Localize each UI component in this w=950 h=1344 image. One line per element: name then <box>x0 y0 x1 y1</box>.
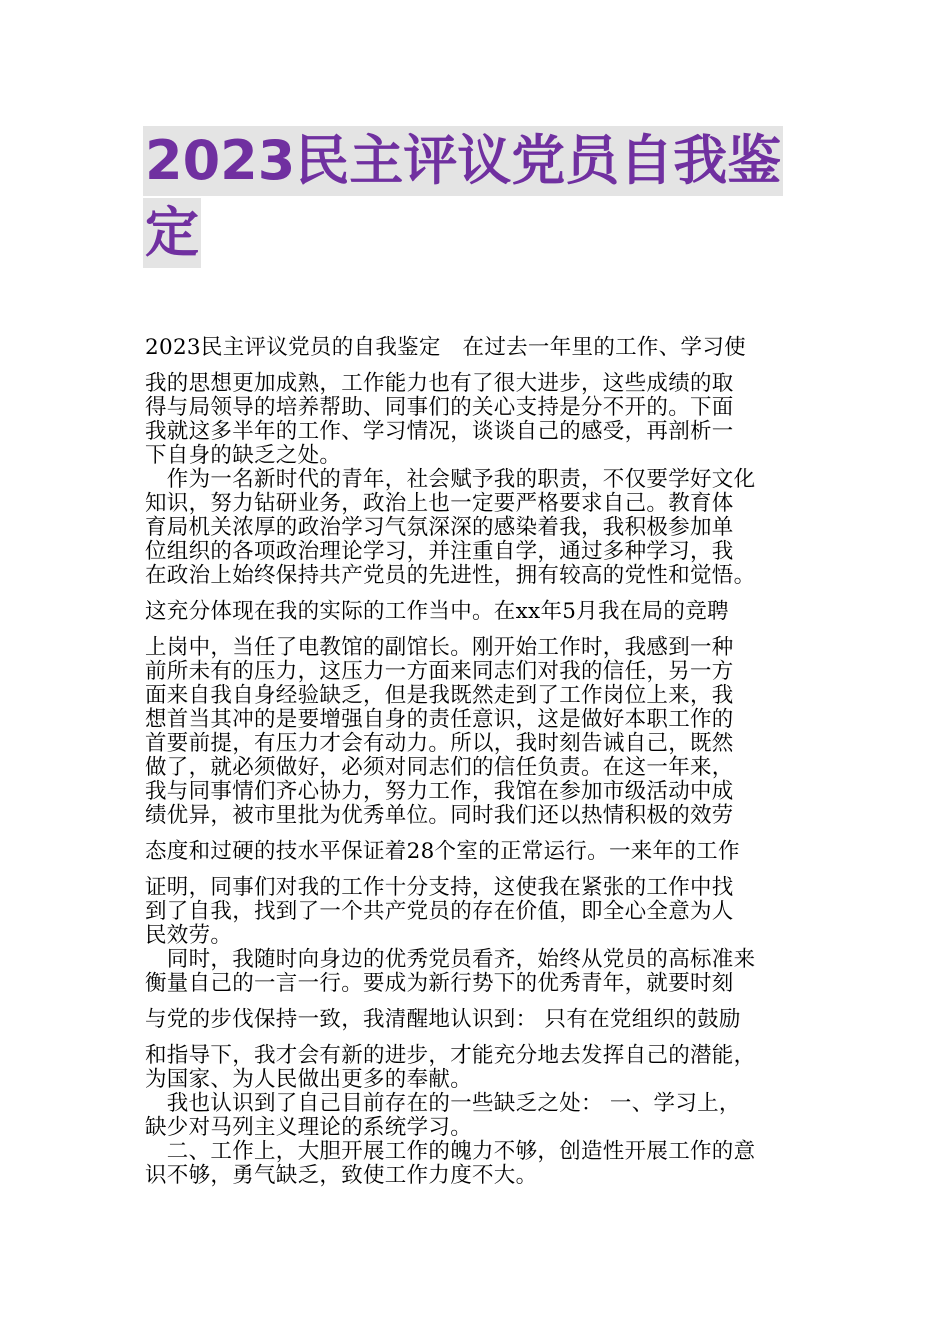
body-line: 做了，就必须做好，必须对同志们的信任负责。在这一年来， <box>145 755 734 780</box>
body-line: 2023民主评议党员的自我鉴定 在过去一年里的工作、学习使 <box>145 335 746 360</box>
title-line-2: 定 <box>143 198 201 268</box>
body-line: 得与局领导的培养帮助、同事们的关心支持是分不开的。下面 <box>145 395 734 420</box>
body-line: 下自身的缺乏之处。 <box>145 443 342 468</box>
body-line: 和指导下，我才会有新的进步，才能充分地去发挥自己的潜能， <box>145 1043 756 1068</box>
body-line: 育局机关浓厚的政治学习气氛深深的感染着我，我积极参加单 <box>145 515 734 540</box>
body-line: 绩优异，被市里批为优秀单位。同时我们还以热情积极的效劳 <box>145 803 734 828</box>
body-line: 我的思想更加成熟，工作能力也有了很大进步，这些成绩的取 <box>145 371 734 396</box>
body-line: 想首当其冲的是要增强自身的责任意识，这是做好本职工作的 <box>145 707 734 732</box>
body-line: 在政治上始终保持共产党员的先进性，拥有较高的党性和觉悟。 <box>145 563 756 588</box>
body-line: 与党的步伐保持一致，我清醒地认识到： 只有在党组织的鼓励 <box>145 1007 741 1032</box>
body-line: 证明，同事们对我的工作十分支持，这使我在紧张的工作中找 <box>145 875 734 900</box>
body-line: 二、工作上，大胆开展工作的魄力不够，创造性开展工作的意 <box>145 1139 756 1164</box>
body-line: 我也认识到了自己目前存在的一些缺乏之处： 一、学习上， <box>145 1091 741 1116</box>
document-body <box>145 336 810 1188</box>
body-line: 这充分体现在我的实际的工作当中。在xx年5月我在局的竞聘 <box>145 599 729 624</box>
body-line: 前所未有的压力，这压力一方面来同志们对我的信任，另一方 <box>145 659 734 684</box>
title-line-1: 2023民主评议党员自我鉴 <box>143 126 783 196</box>
document-title <box>143 126 813 270</box>
body-line: 为国家、为人民做出更多的奉献。 <box>145 1067 473 1092</box>
body-line: 到了自我，找到了一个共产党员的存在价值，即全心全意为人 <box>145 899 734 924</box>
body-line: 衡量自己的一言一行。要成为新行势下的优秀青年，就要时刻 <box>145 971 734 996</box>
body-line: 识不够，勇气缺乏，致使工作力度不大。 <box>145 1163 538 1188</box>
body-line: 民效劳。 <box>145 923 233 948</box>
body-line: 我就这多半年的工作、学习情况，谈谈自己的感受，再剖析一 <box>145 419 734 444</box>
body-line: 上岗中，当任了电教馆的副馆长。刚开始工作时，我感到一种 <box>145 635 734 660</box>
body-line: 态度和过硬的技水平保证着28个室的正常运行。一来年的工作 <box>145 839 740 864</box>
body-line: 作为一名新时代的青年，社会赋予我的职责，不仅要学好文化 <box>145 467 756 492</box>
body-line: 首要前提，有压力才会有动力。所以，我时刻告诫自己，既然 <box>145 731 734 756</box>
body-line: 位组织的各项政治理论学习，并注重自学，通过多种学习，我 <box>145 539 734 564</box>
body-line: 同时，我随时向身边的优秀党员看齐，始终从党员的高标准来 <box>145 947 756 972</box>
body-line: 缺少对马列主义理论的系统学习。 <box>145 1115 473 1140</box>
body-line: 面来自我自身经验缺乏，但是我既然走到了工作岗位上来，我 <box>145 683 734 708</box>
body-line: 我与同事情们齐心协力，努力工作，我馆在参加市级活动中成 <box>145 779 734 804</box>
body-line: 知识，努力钻研业务，政治上也一定要严格要求自己。教育体 <box>145 491 734 516</box>
